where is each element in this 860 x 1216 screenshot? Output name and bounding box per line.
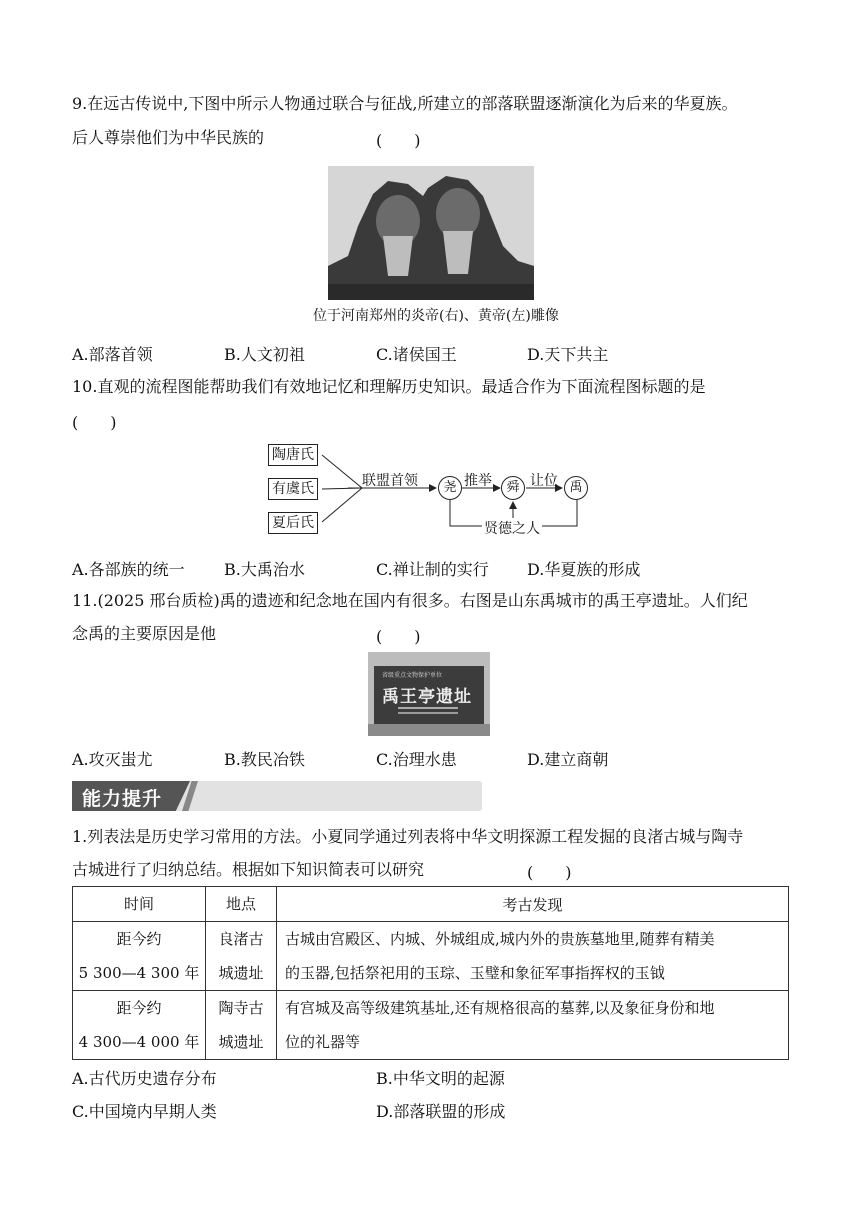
flow-tribe-taotang: 陶唐氏 bbox=[268, 444, 318, 466]
sign-top-text: 省级重点文物保护单位 bbox=[382, 672, 443, 679]
table-row bbox=[73, 922, 789, 991]
q10-option-c[interactable]: C.禅让制的实行 bbox=[376, 560, 489, 579]
header-place: 地点 bbox=[206, 887, 277, 922]
flow-node-yu: 禹 bbox=[564, 476, 588, 500]
q10-answer-blank: ( ) bbox=[72, 413, 117, 432]
q1-option-c[interactable]: C.中国境内早期人类 bbox=[72, 1102, 217, 1121]
q1-option-a[interactable]: A.古代历史遗存分布 bbox=[72, 1069, 217, 1088]
knowledge-table bbox=[72, 886, 789, 1060]
cell-time bbox=[73, 922, 206, 991]
q10-option-b[interactable]: B.大禹治水 bbox=[224, 560, 305, 579]
cell-place bbox=[206, 991, 277, 1060]
q1-option-d[interactable]: D.部落联盟的形成 bbox=[376, 1102, 506, 1121]
q9-option-a[interactable]: A.部落首领 bbox=[72, 345, 153, 364]
q9-answer-blank: ( ) bbox=[376, 131, 421, 150]
q10-stem-line1: 10.直观的流程图能帮助我们有效地记忆和理解历史知识。最适合作为下面流程图标题的是 bbox=[72, 377, 706, 396]
flow-tribe-youyu: 有虞氏 bbox=[268, 478, 318, 500]
section-title: 能力提升 bbox=[82, 788, 163, 810]
cell-line: 古城由宫殿区、内城、外城组成,城内外的贵族墓地里,随葬有精美 bbox=[285, 930, 715, 948]
cell-line: 城遗址 bbox=[218, 964, 264, 982]
q1-answer-blank: ( ) bbox=[527, 863, 572, 882]
section-banner bbox=[72, 781, 482, 811]
cell-place bbox=[206, 922, 277, 991]
cell-line: 距今约 bbox=[116, 999, 162, 1017]
table-row bbox=[73, 991, 789, 1060]
cell-line: 有宫城及高等级建筑基址,还有规格很高的墓葬,以及象征身份和地 bbox=[285, 999, 715, 1017]
sign-inscription-line bbox=[398, 707, 458, 709]
q11-stem-line1: 11.(2025 邢台质检)禹的遗迹和纪念地在国内有很多。右图是山东禹城市的禹王亭遗址。人们纪 bbox=[72, 591, 748, 610]
yuwangting-photo bbox=[368, 652, 490, 736]
q1-option-b[interactable]: B.中华文明的起源 bbox=[376, 1069, 505, 1088]
q11-answer-blank: ( ) bbox=[376, 627, 421, 646]
table-header-row bbox=[73, 887, 789, 922]
q9-option-d[interactable]: D.天下共主 bbox=[527, 345, 609, 364]
cell-line: 5 300—4 300 年 bbox=[78, 964, 200, 982]
header-finding: 考古发现 bbox=[277, 887, 789, 922]
statue-caption: 位于河南郑州的炎帝(右)、黄帝(左)雕像 bbox=[313, 308, 559, 324]
cell-line: 城遗址 bbox=[218, 1033, 264, 1051]
q10-option-d[interactable]: D.华夏族的形成 bbox=[527, 560, 641, 579]
cell-finding bbox=[277, 922, 789, 991]
cell-line: 良渚古 bbox=[218, 930, 264, 948]
statue-image bbox=[328, 166, 534, 300]
q9-stem-line2: 后人尊崇他们为中华民族的 bbox=[72, 128, 265, 147]
q9-option-b[interactable]: B.人文初祖 bbox=[224, 345, 305, 364]
header-time: 时间 bbox=[73, 887, 206, 922]
cell-time bbox=[73, 991, 206, 1060]
q1-stem-line2: 古城进行了归纳总结。根据如下知识简表可以研究 bbox=[72, 860, 425, 879]
q9-stem-line1: 9.在远古传说中,下图中所示人物通过联合与征战,所建立的部落联盟逐渐演化为后来的华夏族。 bbox=[72, 94, 738, 113]
flow-node-yao: 尧 bbox=[438, 476, 462, 500]
flow-edge-abdicate: 让位 bbox=[530, 473, 558, 489]
q11-option-c[interactable]: C.治理水患 bbox=[376, 750, 457, 769]
q11-option-b[interactable]: B.教民冶铁 bbox=[224, 750, 305, 769]
cell-line: 距今约 bbox=[116, 930, 162, 948]
cell-finding bbox=[277, 991, 789, 1060]
ground bbox=[368, 724, 490, 736]
cell-line: 陶寺古 bbox=[218, 999, 264, 1017]
cell-line: 的玉器,包括祭祀用的玉琮、玉璧和象征军事指挥权的玉钺 bbox=[285, 964, 665, 982]
q11-option-d[interactable]: D.建立商朝 bbox=[527, 750, 609, 769]
q10-option-a[interactable]: A.各部族的统一 bbox=[72, 560, 185, 579]
q11-option-a[interactable]: A.攻灭蚩尤 bbox=[72, 750, 153, 769]
cell-line: 位的礼器等 bbox=[285, 1033, 361, 1051]
flow-node-shun: 舜 bbox=[501, 476, 525, 500]
flow-tribe-xiahou: 夏后氏 bbox=[268, 512, 318, 534]
statue-photo bbox=[328, 166, 534, 300]
sign-inscription-line bbox=[398, 712, 458, 714]
flow-arrow-label: 联盟首领 bbox=[362, 473, 418, 489]
q1-stem-line1: 1.列表法是历史学习常用的方法。小夏同学通过列表将中华文明探源工程发掘的良渚古城与陶寺 bbox=[72, 827, 744, 846]
q11-stem-line2: 念禹的主要原因是他 bbox=[72, 624, 217, 643]
q9-option-c[interactable]: C.诸侯国王 bbox=[376, 345, 457, 364]
flow-bottom-label: 贤德之人 bbox=[482, 518, 542, 538]
flow-edge-recommend: 推举 bbox=[464, 473, 492, 489]
cell-line: 4 300—4 000 年 bbox=[78, 1033, 200, 1051]
sign-main-text: 禹王亭遗址 bbox=[382, 687, 472, 707]
